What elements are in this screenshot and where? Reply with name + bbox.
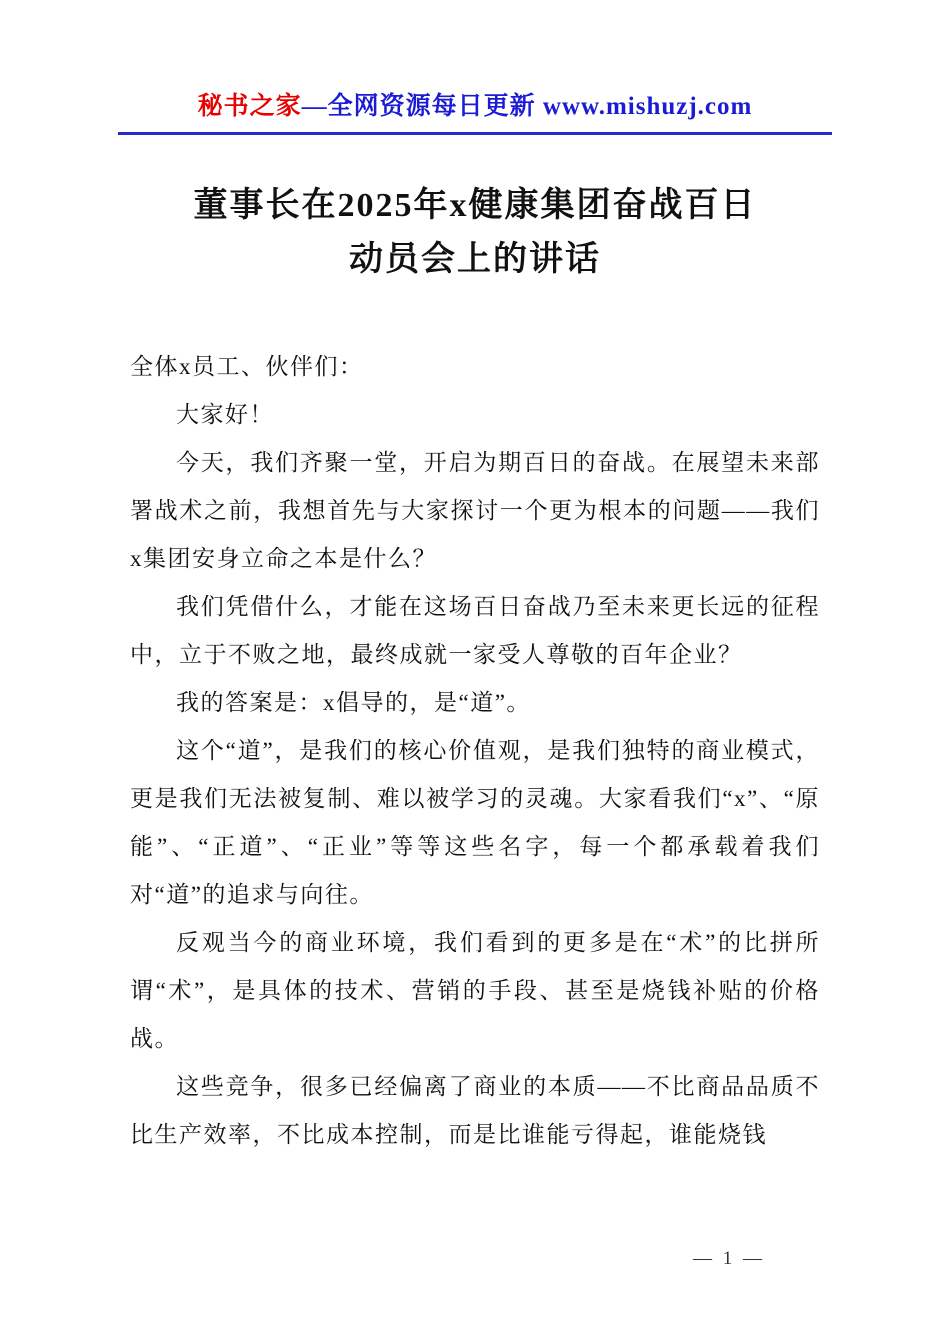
site-header [0, 0, 950, 122]
body-paragraph: 今天，我们齐聚一堂，开启为期百日的奋战。在展望未来部署战术之前，我想首先与大家探讨一个更为根本的问题——我们x集团安身立命之本是什么？ [130, 450, 820, 571]
document-title [80, 179, 870, 287]
body-paragraph: 这些竞争，很多已经偏离了商业的本质——不比商品品质不比生产效率，不比成本控制，而是比谁能亏得起，谁能烧钱 [130, 1074, 820, 1147]
document-body [130, 343, 820, 1159]
page-number: — 1 — [693, 1248, 765, 1269]
body-paragraph: 这个“道”，是我们的核心价值观，是我们独特的商业模式，更是我们无法被复制、难以被学习的灵魂。大家看我们“x”、“原能”、“正道”、“正业”等等这些名字，每一个都承载着我们对“道”的追求与向往。 [130, 738, 820, 907]
body-paragraph: 我们凭借什么，才能在这场百日奋战乃至未来更长远的征程中，立于不败之地，最终成就一家受人尊敬的百年企业？ [130, 594, 820, 667]
site-url-link[interactable]: www.mishuzj.com [542, 93, 753, 120]
body-paragraph: 我的答案是：x倡导的，是“道”。 [176, 690, 531, 715]
salutation-paragraph: 全体x员工、伙伴们： [130, 354, 364, 379]
title-line-1: 董事长在2025年x健康集团奋战百日 [193, 187, 757, 224]
body-paragraph: 反观当今的商业环境，我们看到的更多是在“术”的比拼所谓“术”，是具体的技术、营销的手段、甚至是烧钱补贴的价格战。 [130, 930, 820, 1051]
site-brand: 秘书之家 [197, 93, 302, 120]
page-footer [693, 1248, 765, 1270]
site-tagline: —全网资源每日更新 [301, 93, 543, 120]
header-divider [118, 132, 832, 135]
greeting-paragraph: 大家好！ [176, 402, 274, 427]
title-line-2: 动员会上的讲话 [349, 241, 601, 278]
